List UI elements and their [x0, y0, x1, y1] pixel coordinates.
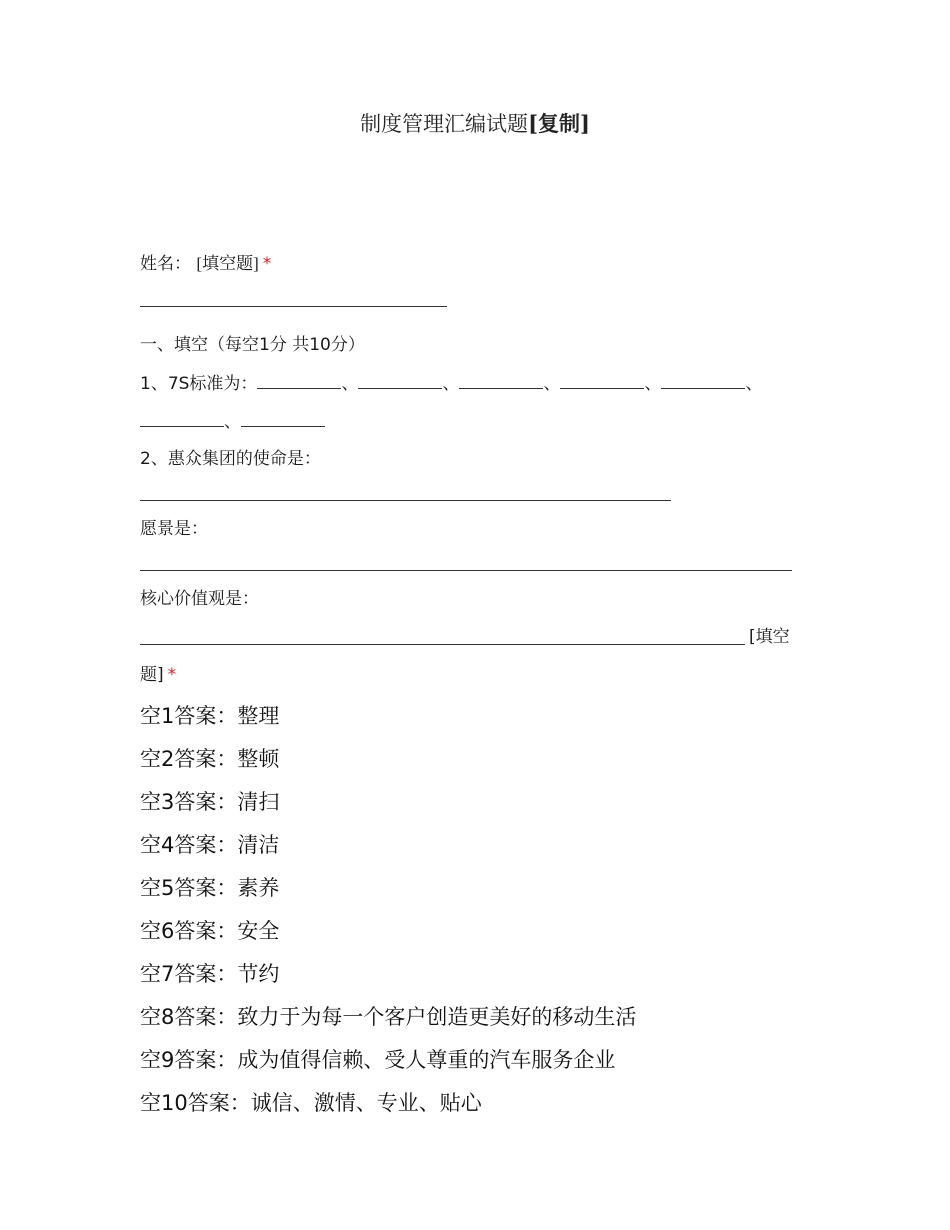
blank-6[interactable]: [140, 410, 224, 427]
question-1-continued: [140, 410, 325, 434]
answer-item: 空8答案：致力于为每一个客户创造更美好的移动生活: [140, 1005, 637, 1029]
question-type-tag-end: [140, 663, 176, 687]
separator: 、: [442, 374, 460, 394]
name-label: 姓名：: [140, 254, 191, 274]
question-1: [140, 372, 762, 396]
blank-1[interactable]: [257, 372, 341, 389]
answer-item: 空9答案：成为值得信赖、受人尊重的汽车服务企业: [140, 1048, 616, 1072]
blank-7[interactable]: [241, 410, 325, 427]
separator: 、: [341, 374, 359, 394]
blank-5[interactable]: [661, 372, 745, 389]
values-label: 核心价值观是：: [140, 589, 259, 609]
page-title: [0, 108, 950, 138]
question-1-prompt: 1、7S标准为：: [140, 374, 258, 394]
answer-item: 空10答案：诚信、激情、专业、贴心: [140, 1091, 482, 1115]
blank-9[interactable]: [140, 570, 792, 571]
question-type-tag-start: [填空: [749, 627, 790, 647]
separator: 、: [644, 374, 662, 394]
separator: 、: [745, 374, 763, 394]
required-marker: *: [167, 665, 177, 685]
answer-item: 空1答案：整理: [140, 704, 280, 728]
title-suffix: [复制]: [528, 111, 590, 136]
answer-item: 空3答案：清扫: [140, 790, 280, 814]
answer-item: 空2答案：整顿: [140, 747, 280, 771]
answer-item: 空4答案：清洁: [140, 833, 280, 857]
blank-3[interactable]: [459, 372, 543, 389]
answer-item: 空5答案：素养: [140, 876, 280, 900]
separator: 、: [543, 374, 561, 394]
section-heading: 一、填空（每空1分 共10分）: [140, 335, 365, 355]
title-main: 制度管理汇编试题: [360, 112, 529, 136]
required-marker: *: [262, 254, 272, 274]
question-type-tag: [填空题]: [196, 254, 259, 273]
blank-10[interactable]: [140, 644, 745, 645]
blank-4[interactable]: [560, 372, 644, 389]
separator: 、: [224, 412, 241, 432]
question-type-tag-tail: 题]: [140, 665, 164, 685]
question-2-prompt: 2、惠众集团的使命是：: [140, 449, 321, 469]
vision-label: 愿景是：: [140, 519, 208, 539]
blank-8[interactable]: [140, 500, 671, 501]
name-answer-blank[interactable]: [140, 306, 447, 307]
answer-item: 空6答案：安全: [140, 919, 280, 943]
blank-2[interactable]: [358, 372, 442, 389]
name-question: [140, 252, 271, 276]
answer-item: 空7答案：节约: [140, 962, 280, 986]
